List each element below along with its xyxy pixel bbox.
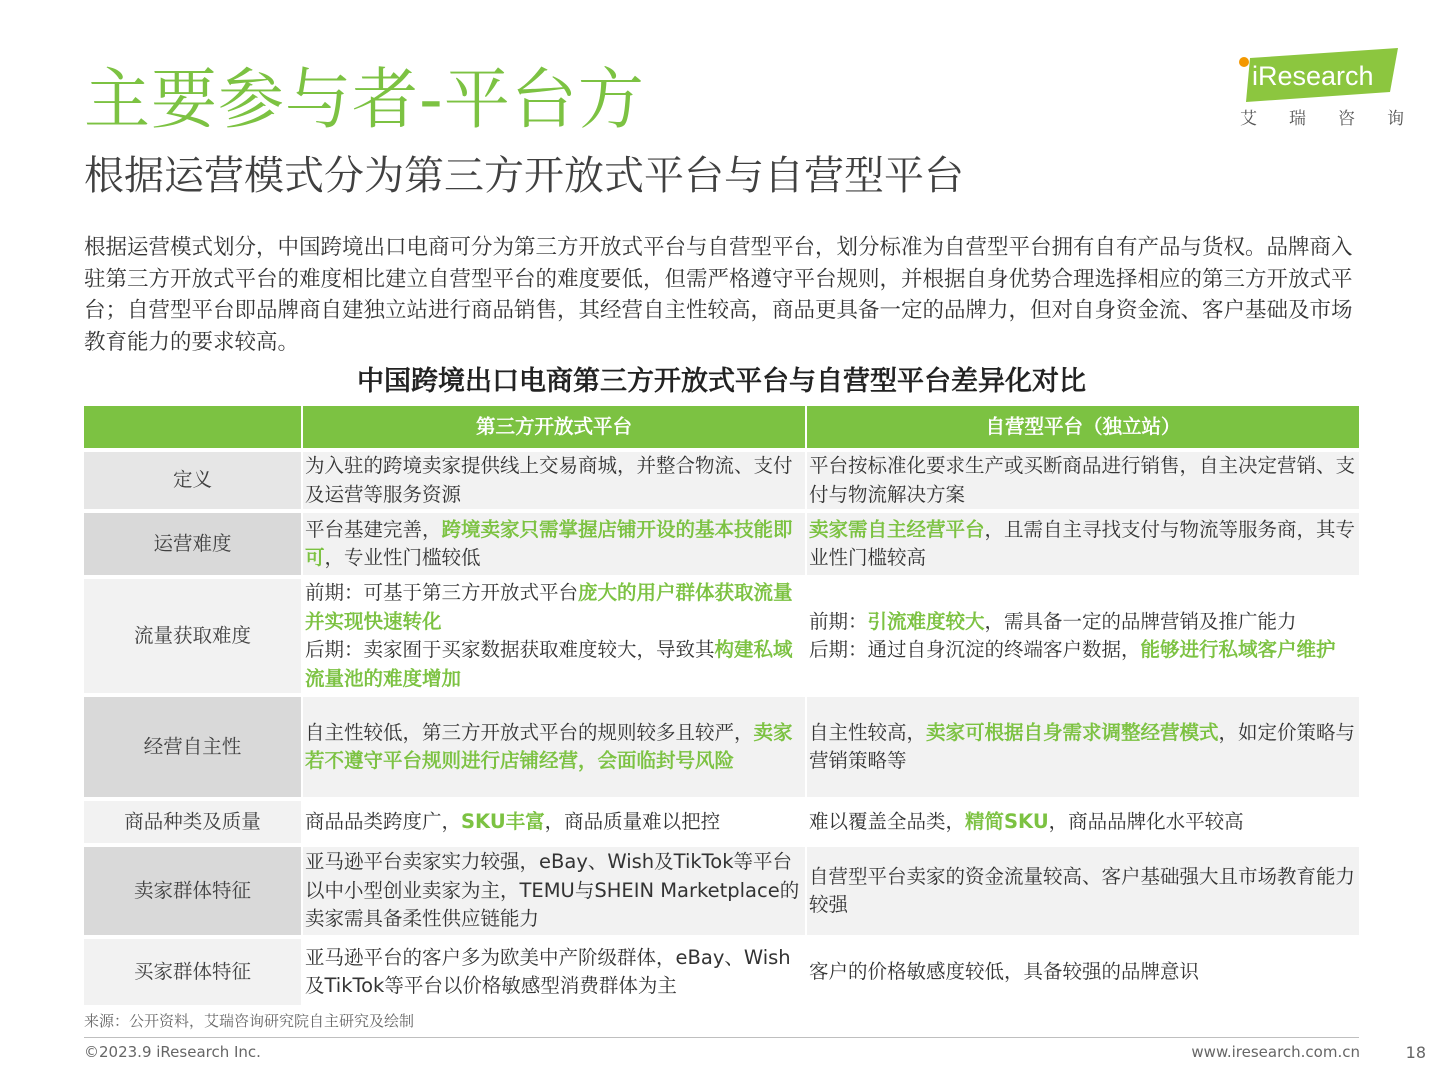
cell-third-party: 平台基建完善，跨境卖家只需掌握店铺开设的基本技能即可，专业性门槛较低	[302, 511, 806, 577]
header-empty	[84, 406, 302, 450]
cell-self-run: 客户的价格敏感度较低，具备较强的品牌意识	[806, 937, 1359, 1005]
header-third-party: 第三方开放式平台	[302, 406, 806, 450]
table-title: 中国跨境出口电商第三方开放式平台与自营型平台差异化对比	[357, 366, 1086, 397]
table-row	[84, 937, 1359, 1005]
cell-third-party: 前期：可基于第三方开放式平台庞大的用户群体获取流量并实现快速转化 后期：卖家囿于买家数据获取难度较大，导致其构建私域流量池的难度增加	[302, 577, 806, 695]
row-label: 买家群体特征	[84, 937, 302, 1005]
source-note: 来源：公开资料，艾瑞咨询研究院自主研究及绘制	[84, 1012, 415, 1030]
website-link[interactable]: www.iresearch.com.cn	[1191, 1043, 1360, 1061]
table-row	[84, 450, 1359, 511]
row-label: 经营自主性	[84, 695, 302, 799]
intro-paragraph: 根据运营模式划分，中国跨境出口电商可分为第三方开放式平台与自营型平台，划分标准为自营型平台拥有自有产品与货权。品牌商入驻第三方开放式平台的难度相比建立自营型平台的难度要低，但需严格遵守平台规则，并根据自身优势合理选择相应的第三方开放式平台；自营型平台即品牌商自建独立站进行商品销售，其经营自主性较高，商品更具备一定的品牌力，但对自身资金流、客户基础及市场教育能力的要求较高。	[84, 235, 1353, 355]
cell-self-run: 平台按标准化要求生产或买断商品进行销售，自主决定营销、支付与物流解决方案	[806, 450, 1359, 511]
table-row	[84, 799, 1359, 845]
copyright: ©2023.9 iResearch Inc.	[84, 1043, 261, 1061]
cell-third-party: 商品品类跨度广，SKU丰富，商品质量难以把控	[302, 799, 806, 845]
cell-third-party: 亚马逊平台的客户多为欧美中产阶级群体，eBay、Wish及TikTok等平台以价格敏感型消费群体为主	[302, 937, 806, 1005]
cell-self-run: 难以覆盖全品类，精简SKU，商品品牌化水平较高	[806, 799, 1359, 845]
logo-chinese-name: 艾 瑞 咨 询	[1240, 109, 1404, 129]
row-label: 流量获取难度	[84, 577, 302, 695]
cell-third-party: 自主性较低，第三方开放式平台的规则较多且较严，卖家若不遵守平台规则进行店铺经营，会面临封号风险	[302, 695, 806, 799]
cell-third-party: 亚马逊平台卖家实力较强，eBay、Wish及TikTok等平台以中小型创业卖家为主，TEMU与SHEIN Marketplace的卖家需具备柔性供应链能力	[302, 845, 806, 937]
logo-text: iResearch	[1252, 61, 1374, 91]
table-row	[84, 695, 1359, 799]
cell-self-run: 自主性较高，卖家可根据自身需求调整经营模式，如定价策略与营销策略等	[806, 695, 1359, 799]
row-label: 定义	[84, 450, 302, 511]
cell-third-party: 为入驻的跨境卖家提供线上交易商城，并整合物流、支付及运营等服务资源	[302, 450, 806, 511]
page-subtitle: 根据运营模式分为第三方开放式平台与自营型平台	[84, 153, 964, 199]
page-title: 主要参与者-平台方	[84, 61, 645, 138]
table-header-row	[84, 406, 1359, 450]
table-row	[84, 577, 1359, 695]
table-row	[84, 511, 1359, 577]
row-label: 商品种类及质量	[84, 799, 302, 845]
table-row	[84, 845, 1359, 937]
header-self-run: 自营型平台（独立站）	[806, 406, 1359, 450]
cell-self-run: 前期：引流难度较大，需具备一定的品牌营销及推广能力 后期：通过自身沉淀的终端客户数据，能够进行私域客户维护	[806, 577, 1359, 695]
cell-self-run: 卖家需自主经营平台，且需自主寻找支付与物流等服务商，其专业性门槛较高	[806, 511, 1359, 577]
cell-self-run: 自营型平台卖家的资金流量较高、客户基础强大且市场教育能力较强	[806, 845, 1359, 937]
comparison-table	[84, 406, 1359, 1005]
row-label: 运营难度	[84, 511, 302, 577]
page-number: 18	[1405, 1043, 1426, 1062]
row-label: 卖家群体特征	[84, 845, 302, 937]
footer-divider	[84, 1037, 1359, 1038]
